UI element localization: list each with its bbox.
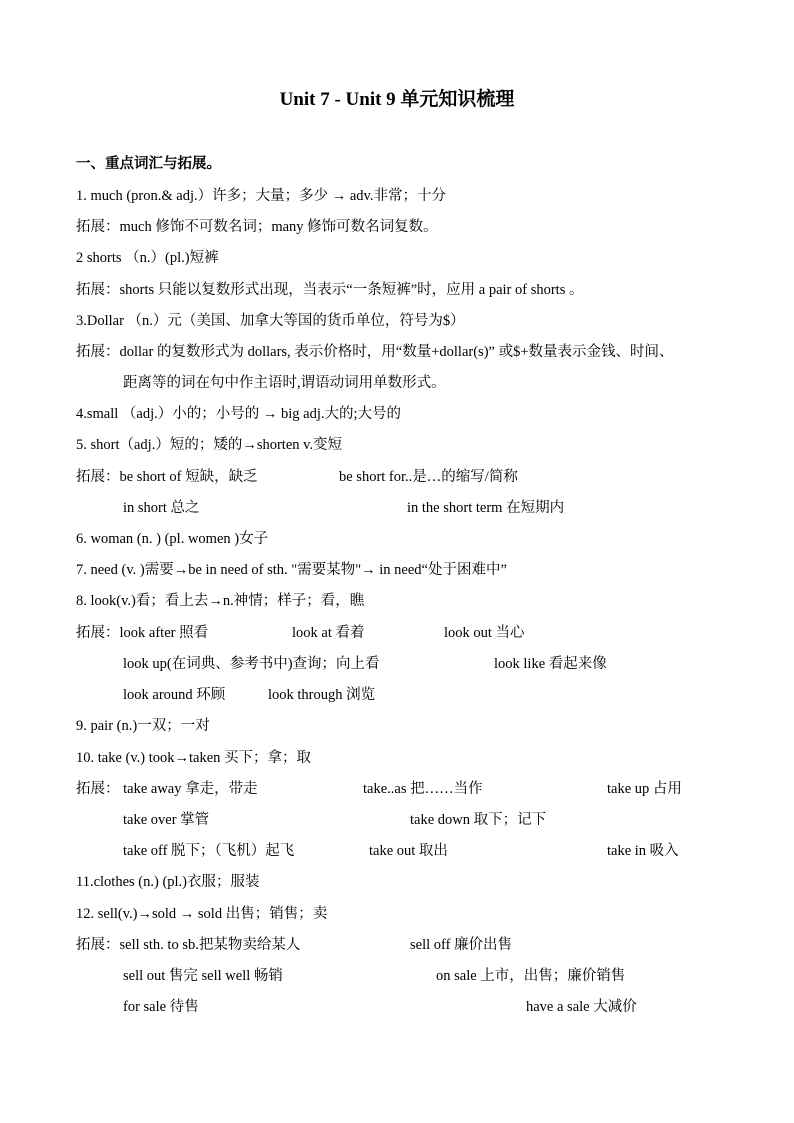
page-title: Unit 7 - Unit 9 单元知识梳理 bbox=[279, 89, 515, 110]
phrase: take down 取下；记下 bbox=[410, 812, 547, 828]
phrase: look like 看起来像 bbox=[494, 656, 607, 672]
phrase: look at 看着 bbox=[292, 625, 365, 641]
phrase: 拓展：sell sth. to sb.把某物卖给某人 bbox=[76, 937, 301, 953]
phrase: take over 掌管 bbox=[123, 812, 210, 828]
phrase: look out 当心 bbox=[444, 625, 525, 641]
extension-dollar: 拓展：dollar 的复数形式为 dollars, 表示价格时，用“数量+dollar(s)” 或$+数量表示金钱、时间、 bbox=[76, 344, 674, 360]
vocab-item-look: 8. look(v.)看；看上去→n.神情；样子；看，瞧 bbox=[76, 593, 365, 609]
phrase: 拓展： take away 拿走，带走 bbox=[76, 781, 258, 797]
vocab-item-take: 10. take (v.) took→taken 买下；拿；取 bbox=[76, 750, 312, 766]
phrase: take out 取出 bbox=[369, 843, 448, 859]
vocab-item-dollar: 3.Dollar （n.）元（美国、加拿大等国的货币单位，符号为$） bbox=[76, 313, 465, 329]
phrase: take off 脱下；（飞机）起飞 bbox=[123, 843, 295, 859]
phrase: be short for..是…的缩写/简称 bbox=[339, 469, 518, 485]
phrase: take in 吸入 bbox=[607, 843, 679, 859]
vocab-item-shorts: 2 shorts （n.）(pl.)短裤 bbox=[76, 250, 219, 266]
phrase: in the short term 在短期内 bbox=[407, 500, 565, 516]
extension-much: 拓展：much 修饰不可数名词；many 修饰可数名词复数。 bbox=[76, 219, 438, 235]
vocab-item-much: 1. much (pron.& adj.）许多；大量；多少 → adv.非常；十分 bbox=[76, 188, 446, 204]
extension-dollar-cont: 距离等的词在句中作主语时,谓语动词用单数形式。 bbox=[123, 375, 446, 391]
phrase: look up(在词典、参考书中)查询；向上看 bbox=[123, 656, 380, 672]
phrase: 拓展：look after 照看 bbox=[76, 625, 209, 641]
phrase: 拓展：be short of 短缺，缺乏 bbox=[76, 469, 258, 485]
vocab-item-pair: 9. pair (n.)一双；一对 bbox=[76, 718, 210, 734]
phrase: sell off 廉价出售 bbox=[410, 937, 513, 953]
vocab-item-small: 4.small （adj.）小的；小号的 → big adj.大的;大号的 bbox=[76, 406, 402, 422]
phrase: take..as 把……当作 bbox=[363, 781, 483, 797]
phrase: look around 环顾 bbox=[123, 687, 226, 703]
vocab-item-sell: 12. sell(v.)→sold → sold 出售；销售；卖 bbox=[76, 906, 328, 922]
extension-shorts: 拓展：shorts 只能以复数形式出现，当表示“一条短裤”时，应用 a pair of shorts 。 bbox=[76, 282, 584, 298]
vocab-item-short: 5. short（adj.）短的；矮的→shorten v.变短 bbox=[76, 437, 343, 453]
phrase: sell out 售完 sell well 畅销 bbox=[123, 968, 283, 984]
vocab-item-clothes: 11.clothes (n.) (pl.)衣服；服装 bbox=[76, 874, 260, 890]
vocab-item-need: 7. need (v. )需要→be in need of sth. "需要某物"→ in need“处于困难中” bbox=[76, 562, 507, 578]
phrase: have a sale 大减价 bbox=[526, 999, 637, 1015]
phrase: in short 总之 bbox=[123, 500, 200, 516]
phrase: for sale 待售 bbox=[123, 999, 199, 1015]
phrase: take up 占用 bbox=[607, 781, 682, 797]
vocab-item-woman: 6. woman (n. ) (pl. women )女子 bbox=[76, 531, 269, 547]
phrase: look through 浏览 bbox=[268, 687, 376, 703]
phrase: on sale 上市，出售；廉价销售 bbox=[436, 968, 626, 984]
section-heading: 一、重点词汇与拓展。 bbox=[76, 156, 221, 172]
